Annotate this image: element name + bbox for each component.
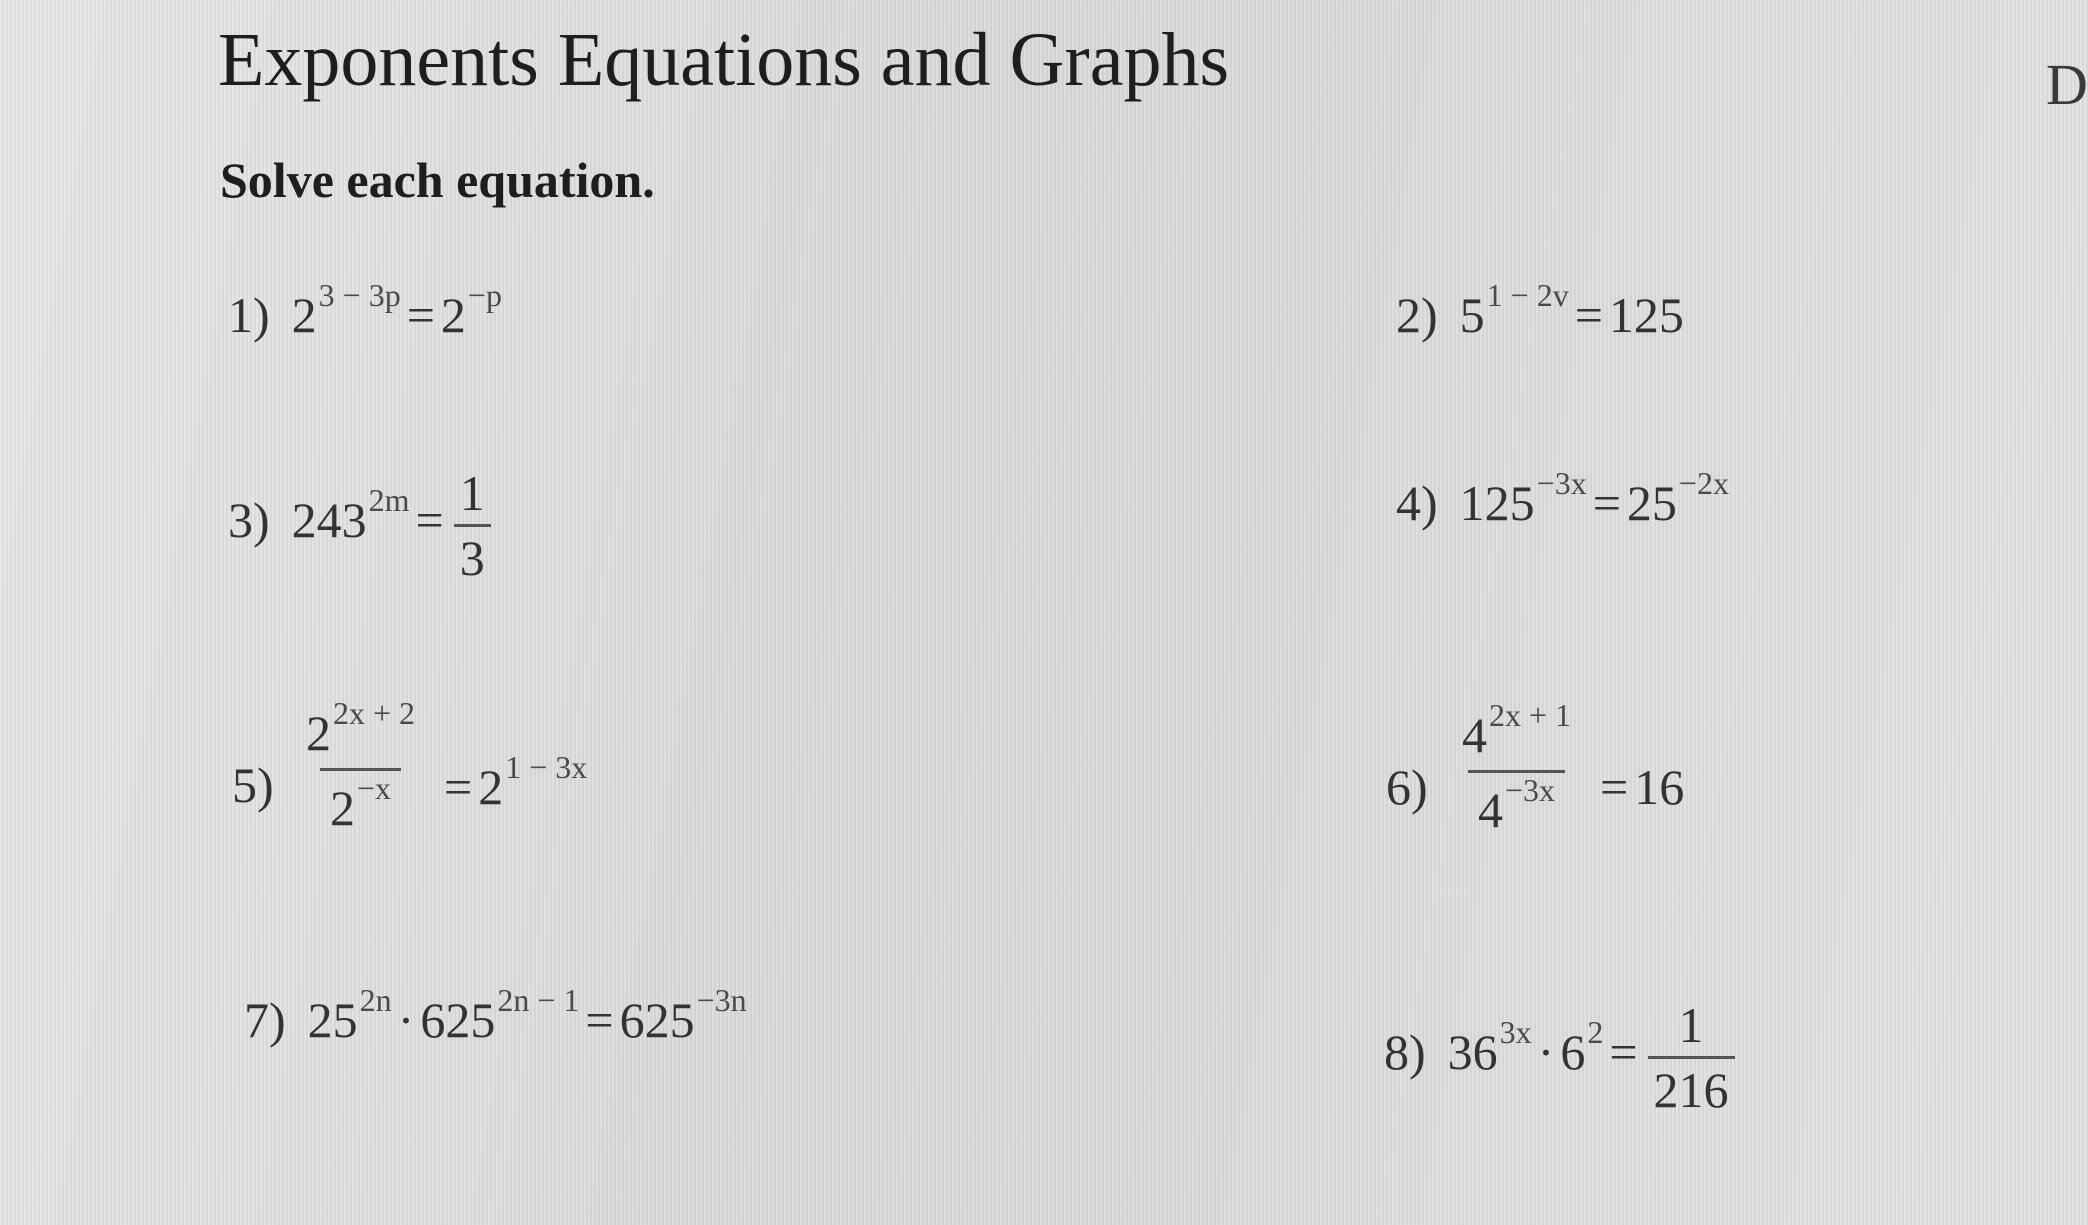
problem-8 bbox=[1384, 997, 1739, 1118]
base: 25 bbox=[307, 992, 358, 1048]
equals-sign: = bbox=[1592, 475, 1621, 531]
problem-number: 1) bbox=[228, 287, 270, 343]
base: 4 bbox=[1478, 782, 1503, 838]
problem-3 bbox=[228, 465, 495, 586]
rhs-value: 125 bbox=[1608, 287, 1684, 343]
exponent: −2x bbox=[1678, 465, 1729, 501]
exponent: 2x + 1 bbox=[1489, 697, 1572, 733]
denominator: 216 bbox=[1648, 1056, 1735, 1115]
equals-sign: = bbox=[1574, 287, 1603, 343]
exponent: 1 − 2v bbox=[1486, 277, 1569, 313]
exponent: 2m bbox=[368, 481, 410, 518]
numerator: 1 bbox=[1678, 997, 1704, 1053]
denominator bbox=[1468, 770, 1565, 838]
base: 625 bbox=[420, 992, 496, 1048]
problem-number: 4) bbox=[1396, 475, 1438, 531]
problem-6-rhs bbox=[1594, 759, 1685, 815]
exponent: −3x bbox=[1536, 465, 1587, 501]
problem-1 bbox=[228, 277, 502, 343]
instructions: Solve each equation. bbox=[220, 152, 655, 208]
equals-sign: = bbox=[406, 287, 435, 343]
exponent: 2x + 2 bbox=[333, 695, 416, 731]
exponent: 1 − 3x bbox=[505, 749, 588, 785]
problem-5-rhs bbox=[438, 749, 588, 815]
worksheet-title: Exponents Equations and Graphs bbox=[218, 18, 1230, 102]
base: 25 bbox=[1626, 475, 1677, 531]
problem-number: 8) bbox=[1384, 1023, 1426, 1080]
fraction bbox=[454, 465, 491, 586]
base: 243 bbox=[291, 491, 367, 548]
base: 2 bbox=[291, 287, 317, 343]
base: 4 bbox=[1462, 707, 1487, 763]
problem-number-6: 6) bbox=[1386, 759, 1428, 815]
exponent: −x bbox=[357, 770, 392, 806]
exponent: 2n bbox=[359, 982, 392, 1018]
fraction bbox=[1648, 997, 1735, 1118]
problem-number-5: 5) bbox=[232, 757, 274, 813]
problem-2 bbox=[1396, 277, 1684, 343]
denominator: 3 bbox=[454, 524, 491, 583]
exponent: 3x bbox=[1499, 1013, 1532, 1050]
base: 125 bbox=[1459, 475, 1535, 531]
multiplication-dot: · bbox=[1537, 1023, 1555, 1080]
base: 5 bbox=[1459, 287, 1485, 343]
problem-4 bbox=[1396, 465, 1729, 531]
equals-sign: = bbox=[1609, 1023, 1638, 1080]
problem-number: 3) bbox=[228, 491, 270, 548]
base: 36 bbox=[1447, 1023, 1498, 1080]
equals-sign: = bbox=[415, 491, 444, 548]
fraction bbox=[296, 695, 425, 836]
multiplication-dot: · bbox=[397, 992, 415, 1048]
exponent: 2n − 1 bbox=[497, 982, 580, 1018]
problem-number: 7) bbox=[244, 992, 286, 1048]
numerator bbox=[296, 695, 425, 768]
exponent: 3 − 3p bbox=[318, 277, 401, 313]
base: 625 bbox=[619, 992, 695, 1048]
exponent: 2 bbox=[1587, 1013, 1604, 1050]
numerator: 1 bbox=[459, 465, 485, 521]
base: 6 bbox=[1560, 1023, 1586, 1080]
denominator bbox=[320, 768, 401, 836]
numerator bbox=[1452, 697, 1581, 770]
base: 2 bbox=[330, 780, 355, 836]
rhs-value: 16 bbox=[1634, 759, 1685, 815]
problem-7 bbox=[244, 982, 747, 1048]
base: 2 bbox=[440, 287, 466, 343]
equals-sign: = bbox=[1600, 759, 1629, 815]
fraction bbox=[1452, 697, 1581, 838]
cropped-header-text: D bbox=[2046, 52, 2088, 117]
base: 2 bbox=[478, 759, 504, 815]
problem-number: 2) bbox=[1396, 287, 1438, 343]
exponent: −p bbox=[467, 277, 502, 313]
exponent: −3n bbox=[696, 982, 747, 1018]
exponent: −3x bbox=[1505, 772, 1556, 808]
equals-sign: = bbox=[585, 992, 614, 1048]
equals-sign: = bbox=[444, 759, 473, 815]
base: 2 bbox=[306, 705, 331, 761]
